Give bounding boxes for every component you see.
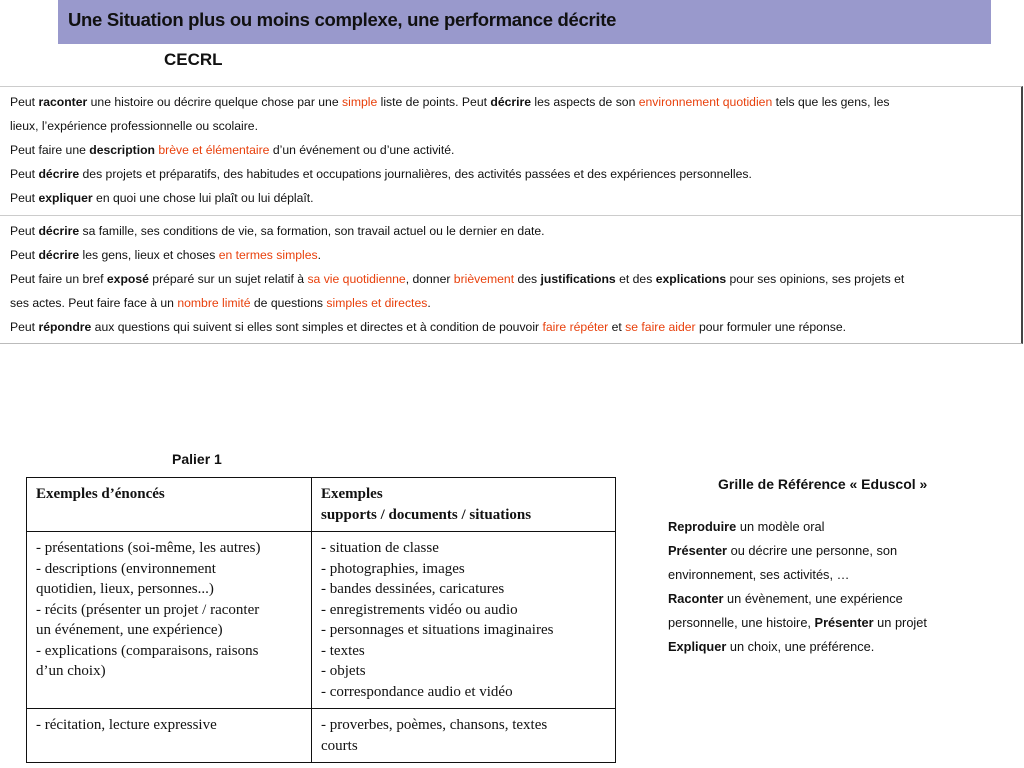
- column-header-supports: [312, 478, 616, 532]
- cell-line: - explications (comparaisons, raisons: [36, 642, 259, 659]
- text-run: ou décrire une personne, son: [727, 543, 898, 558]
- bold-keyword: Reproduire: [668, 519, 737, 534]
- cell-line: - proverbes, poèmes, chansons, textes: [321, 717, 548, 733]
- text-run: un modèle oral: [736, 519, 825, 534]
- column-header-enonces: [27, 478, 312, 532]
- highlighted-phrase: se faire aider: [625, 320, 696, 334]
- cell-line: - enregistrements vidéo ou audio: [321, 601, 518, 618]
- cell-line: courts: [321, 737, 358, 754]
- cell-line: un événement, une expérience): [36, 622, 223, 638]
- text-run: d’un événement ou d’une activité.: [269, 143, 455, 157]
- cell-line: quotidien, lieux, personnes...): [36, 581, 214, 597]
- text-run: ses actes. Peut faire face à un: [10, 296, 178, 310]
- cecrl-line: [10, 291, 1011, 315]
- text-run: personnelle, une histoire,: [668, 615, 815, 630]
- text-run: un projet: [873, 615, 927, 630]
- cell-line: - situation de classe: [321, 540, 439, 556]
- column-header-label: Exemples: [321, 486, 383, 502]
- cecrl-block-1: [0, 90, 1021, 210]
- cell-line: - récits (présenter un projet / raconter: [36, 601, 260, 618]
- table-row: [27, 709, 616, 763]
- bold-keyword: Présenter: [668, 543, 728, 558]
- highlighted-phrase: simple: [342, 95, 378, 109]
- highlighted-phrase: sa vie quotidienne: [307, 272, 406, 286]
- column-header-label: Exemples d’énoncés: [36, 486, 165, 502]
- bold-keyword: exposé: [106, 272, 149, 286]
- cecrl-block-2: [0, 219, 1021, 339]
- bold-keyword: expliquer: [38, 191, 93, 205]
- bold-keyword: décrire: [38, 248, 80, 262]
- highlighted-phrase: faire répéter: [542, 320, 609, 334]
- highlighted-phrase: environnement quotidien: [638, 95, 773, 109]
- examples-table: [26, 477, 616, 763]
- cell-line: - textes: [321, 642, 365, 659]
- text-run: un évènement, une expérience: [723, 591, 903, 606]
- cell-line: - récitation, lecture expressive: [36, 717, 217, 733]
- grille-list: [668, 515, 968, 659]
- cecrl-line: [10, 243, 1011, 267]
- bold-keyword: description: [89, 143, 155, 157]
- highlighted-phrase: brève et élémentaire: [158, 143, 270, 157]
- text-run: Peut: [10, 224, 39, 238]
- bold-keyword: répondre: [38, 320, 92, 334]
- grille-line: [668, 587, 968, 611]
- text-run: Peut: [10, 95, 39, 109]
- grille-title: Grille de Référence « Eduscol »: [718, 476, 928, 492]
- cecrl-line: [10, 219, 1011, 243]
- bold-keyword: décrire: [490, 95, 532, 109]
- text-run: des projets et préparatifs, des habitudes et occupations journalières, des activités passées et des expériences personnelles.: [79, 167, 752, 181]
- cell-line: - objets: [321, 663, 366, 679]
- grille-line: [668, 539, 968, 563]
- text-run: liste de points. Peut: [377, 95, 491, 109]
- text-run: Peut: [10, 167, 39, 181]
- text-run: les gens, lieux et choses: [79, 248, 219, 262]
- palier-title: Palier 1: [172, 451, 222, 467]
- table-header-row: [27, 478, 616, 532]
- text-run: Peut: [10, 191, 39, 205]
- bold-keyword: décrire: [38, 167, 80, 181]
- cell-line: - correspondance audio et vidéo: [321, 683, 513, 700]
- grille-line: [668, 515, 968, 539]
- table-cell-supports: [312, 709, 616, 763]
- text-run: en quoi une chose lui plaît ou lui déplaît.: [92, 191, 314, 205]
- page-subtitle: CECRL: [164, 50, 223, 69]
- text-run: lieux, l’expérience professionnelle ou scolaire.: [10, 119, 258, 133]
- text-run: Peut faire un bref: [10, 272, 107, 286]
- highlighted-phrase: simples et directes: [326, 296, 428, 310]
- cell-line: - bandes dessinées, caricatures: [321, 581, 505, 597]
- text-run: .: [317, 248, 321, 262]
- text-run: sa famille, ses conditions de vie, sa formation, son travail actuel ou le dernier en date.: [79, 224, 545, 238]
- text-run: et des: [615, 272, 656, 286]
- cecrl-line: [10, 267, 1011, 291]
- highlighted-phrase: brièvement: [453, 272, 515, 286]
- cecrl-line: [10, 90, 1011, 114]
- cecrl-line: [10, 138, 1011, 162]
- table-cell-supports: [312, 532, 616, 709]
- column-header-label: supports / documents / situations: [321, 506, 532, 523]
- block-divider: [0, 215, 1021, 216]
- text-run: environnement, ses activités, …: [668, 567, 850, 582]
- bold-keyword: justifications: [540, 272, 616, 286]
- cecrl-line: [10, 162, 1011, 186]
- text-run: préparé sur un sujet relatif à: [148, 272, 308, 286]
- table-cell-enonces: [27, 709, 312, 763]
- grille-line: [668, 635, 968, 659]
- cell-line: - personnages et situations imaginaires: [321, 622, 554, 638]
- highlighted-phrase: nombre limité: [177, 296, 251, 310]
- text-run: des: [514, 272, 541, 286]
- text-run: tels que les gens, les: [772, 95, 890, 109]
- table-row: [27, 532, 616, 709]
- bold-keyword: raconter: [38, 95, 88, 109]
- cell-line: d’un choix): [36, 663, 106, 679]
- text-run: .: [427, 296, 431, 310]
- grille-line: [668, 563, 968, 587]
- cell-line: - descriptions (environnement: [36, 560, 216, 577]
- text-run: pour ses opinions, ses projets et: [726, 272, 905, 286]
- cell-line: - présentations (soi-même, les autres): [36, 540, 261, 556]
- text-run: aux questions qui suivent si elles sont simples et directes et à condition de pouvoir: [91, 320, 543, 334]
- bold-keyword: Raconter: [668, 591, 724, 606]
- page-title: Une Situation plus ou moins complexe, une performance décrite: [68, 9, 617, 30]
- bold-keyword: Expliquer: [668, 639, 727, 654]
- text-run: une histoire ou décrire quelque chose par une: [87, 95, 343, 109]
- text-run: de questions: [250, 296, 327, 310]
- cecrl-descriptor-box: [0, 86, 1023, 344]
- title-bar: [58, 0, 991, 44]
- text-run: pour formuler une réponse.: [695, 320, 846, 334]
- cecrl-line: [10, 186, 1011, 210]
- cecrl-line: [10, 315, 1011, 339]
- bold-keyword: décrire: [38, 224, 80, 238]
- text-run: Peut: [10, 248, 39, 262]
- cecrl-line: [10, 114, 1011, 138]
- text-run: , donner: [405, 272, 454, 286]
- table-cell-enonces: [27, 532, 312, 709]
- cell-line: - photographies, images: [321, 560, 465, 577]
- text-run: les aspects de son: [531, 95, 639, 109]
- bold-keyword: explications: [655, 272, 727, 286]
- bold-keyword: Présenter: [814, 615, 874, 630]
- text-run: et: [608, 320, 626, 334]
- text-run: Peut faire une: [10, 143, 90, 157]
- text-run: un choix, une préférence.: [726, 639, 875, 654]
- text-run: Peut: [10, 320, 39, 334]
- grille-line: [668, 611, 968, 635]
- highlighted-phrase: en termes simples: [218, 248, 318, 262]
